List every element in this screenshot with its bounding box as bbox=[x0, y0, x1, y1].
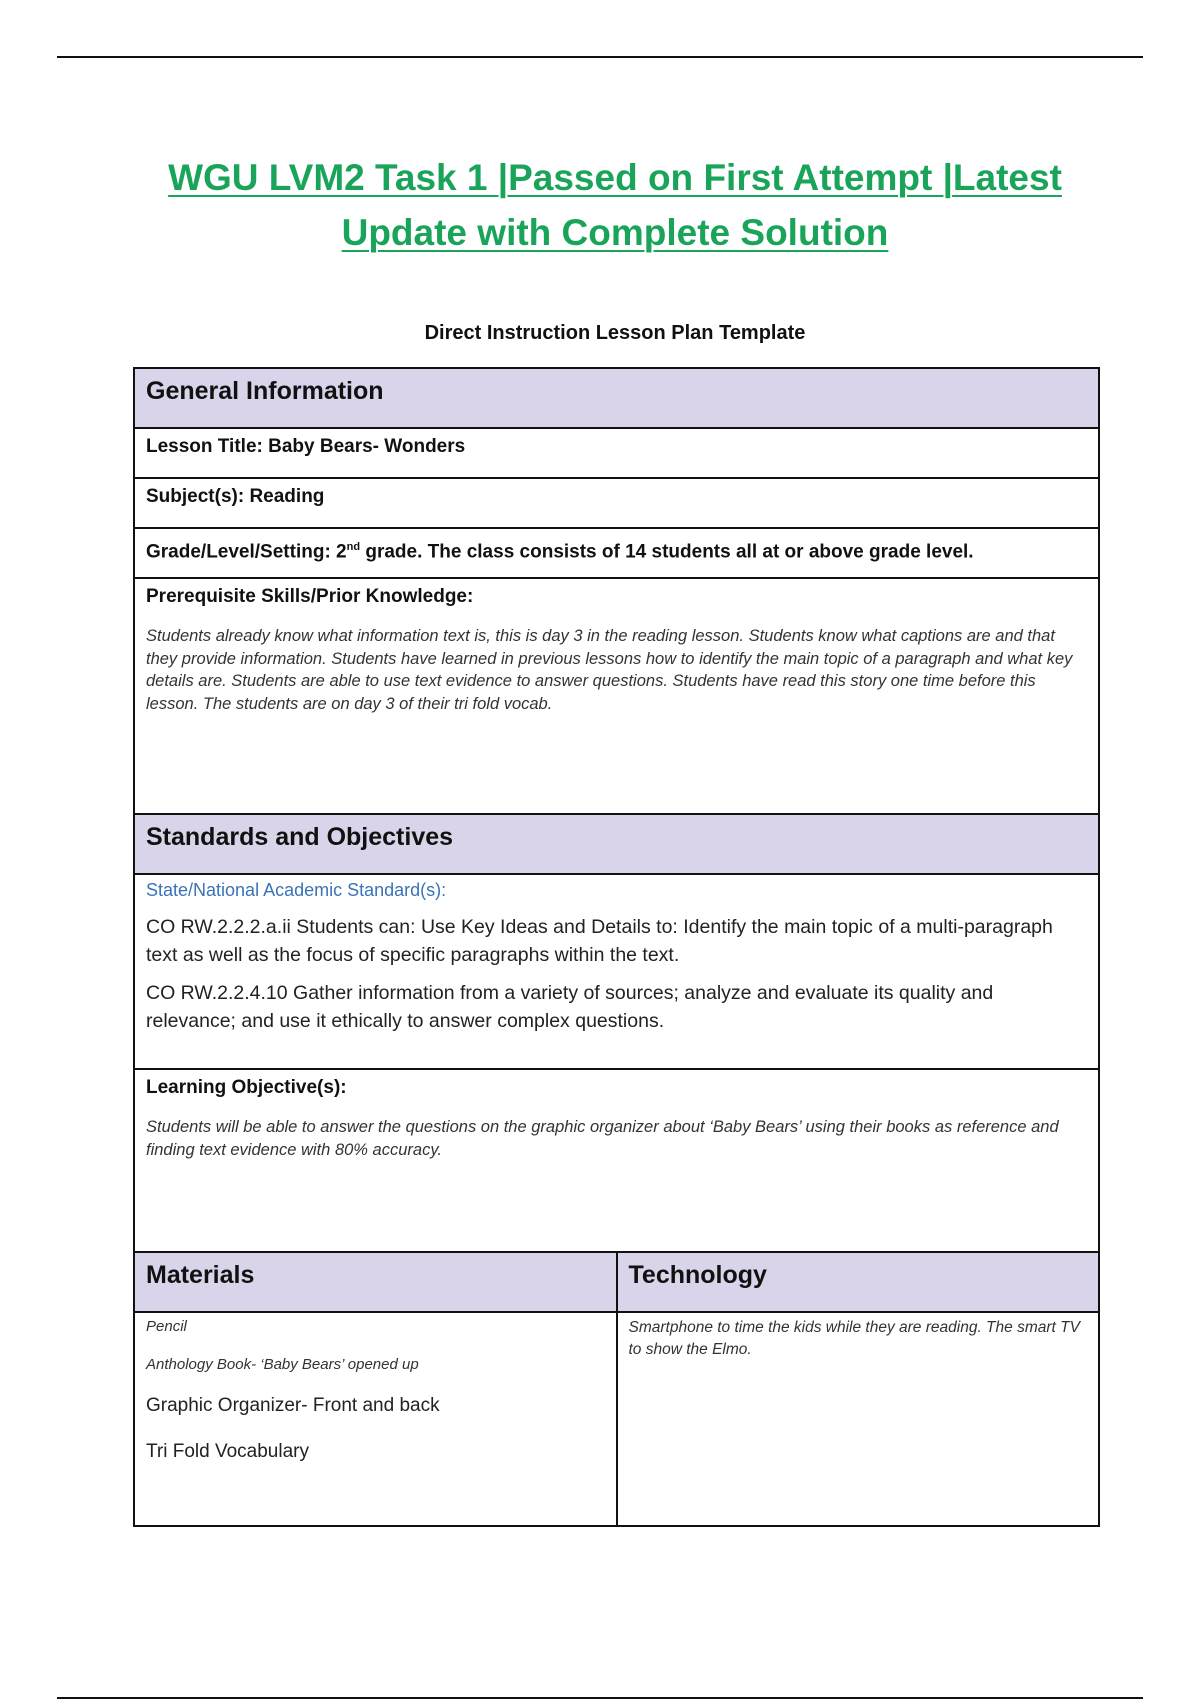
prerequisite-cell bbox=[134, 578, 1099, 814]
document-title: WGU LVM2 Task 1 |Passed on First Attempt |Latest Update with Complete Solution bbox=[168, 157, 1062, 253]
technology-heading: Technology bbox=[617, 1252, 1100, 1312]
material-item: Pencil bbox=[146, 1318, 187, 1335]
grade-level-row bbox=[134, 528, 1099, 578]
materials-heading: Materials bbox=[134, 1252, 617, 1312]
bottom-rule bbox=[57, 1697, 1143, 1699]
prerequisite-label: Prerequisite Skills/Prior Knowledge: bbox=[146, 586, 474, 607]
learning-objective-cell bbox=[134, 1069, 1099, 1252]
grade-prefix: Grade/Level/Setting: 2 bbox=[146, 541, 347, 563]
learning-objective-text: Students will be able to answer the questions on the graphic organizer about ‘Baby Bears’ using their books as reference and finding text evidence with 80% accuracy. bbox=[146, 1118, 1059, 1159]
materials-cell bbox=[134, 1312, 617, 1526]
standard-item: CO RW.2.2.2.a.ii Students can: Use Key Ideas and Details to: Identify the main topic of a multi-paragraph text as well as the focus of specific paragraphs within the text. bbox=[146, 916, 1053, 966]
material-item: Graphic Organizer- Front and back bbox=[146, 1395, 440, 1416]
template-title: Direct Instruction Lesson Plan Template bbox=[424, 322, 806, 344]
technology-text: Smartphone to time the kids while they are reading. The smart TV to show the Elmo. bbox=[628, 1319, 1080, 1358]
standards-cell bbox=[134, 874, 1099, 1069]
lesson-title-row: Lesson Title: Baby Bears- Wonders bbox=[134, 428, 1099, 478]
lesson-plan-table bbox=[133, 367, 1100, 1527]
material-item: Tri Fold Vocabulary bbox=[146, 1441, 309, 1462]
learning-objective-label: Learning Objective(s): bbox=[146, 1077, 347, 1098]
technology-cell bbox=[617, 1312, 1100, 1526]
standards-objectives-heading: Standards and Objectives bbox=[134, 814, 1099, 874]
material-item: Anthology Book- ‘Baby Bears’ opened up bbox=[146, 1356, 419, 1373]
general-information-heading: General Information bbox=[134, 368, 1099, 428]
prerequisite-text: Students already know what information text is, this is day 3 in the reading lesson. Students know what captions are and that they provide information. Students have learned in previous lessons how to identify the main topic of a paragraph and what key details are. Students are able to use text evidence to answer questions. Students have read this story one time before this lesson. The students are on day 3 of their tri fold vocab. bbox=[146, 627, 1073, 713]
top-rule bbox=[57, 56, 1143, 58]
subjects-row: Subject(s): Reading bbox=[134, 478, 1099, 528]
grade-ordinal: nd bbox=[346, 541, 361, 553]
standards-label: State/National Academic Standard(s): bbox=[146, 880, 447, 900]
standard-item: CO RW.2.2.4.10 Gather information from a variety of sources; analyze and evaluate its quality and relevance; and use it ethically to answer complex questions. bbox=[146, 982, 994, 1032]
grade-suffix: grade. The class consists of 14 students all at or above grade level. bbox=[360, 541, 974, 563]
